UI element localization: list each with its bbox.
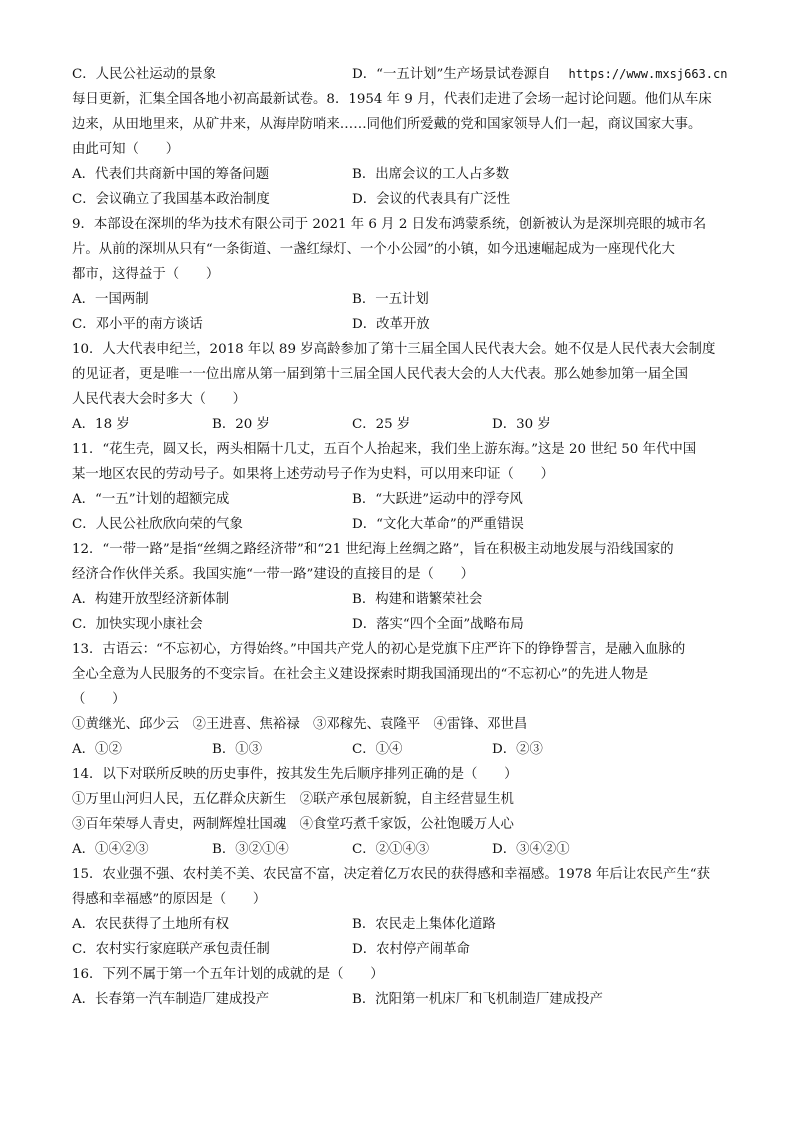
q8-line-1: 每日更新，汇集全国各地小初高最新试卷。8．1954 年 9 月，代表们走进了会场一起讨论问题。他们从车床 — [72, 92, 712, 107]
q11-options-cd — [72, 512, 730, 537]
q10-line-2: 的见证者，更是唯一一位出席从第一届到第十三届全国人民代表大会的人大代表。那么她参加第一届全国 — [72, 367, 688, 382]
q13-items: ①黄继光、邱少云 ②王进喜、焦裕禄 ③邓稼先、袁隆平 ④雷锋、邓世昌 — [72, 717, 528, 732]
q10-options — [72, 412, 730, 437]
q9-line-1: 9．本部设在深圳的华为技术有限公司于 2021 年 6 月 2 日发布鸿蒙系统，创新被认为是深圳亮眼的城市名 — [72, 217, 707, 232]
q9-line-3: 都市，这得益于（ ） — [72, 267, 220, 282]
q10-option-c: C．25 岁 — [352, 417, 411, 432]
q13-option-c: C．①④ — [352, 742, 403, 757]
q16-line-1: 16．下列不属于第一个五年计划的成就的是（ ） — [72, 967, 384, 982]
q9-option-b: B．一五计划 — [352, 292, 429, 307]
q12-options-cd — [72, 612, 730, 637]
q13-option-a: A．①② — [72, 742, 122, 757]
q12-option-d: D．落实“四个全面”战略布局 — [352, 617, 524, 632]
q9-line-2: 片。从前的深圳从只有“一条街道、一盏红绿灯、一个小公园”的小镇，如今迅速崛起成为一座现代化大 — [72, 242, 675, 257]
q12-option-c: C．加快实现小康社会 — [72, 617, 203, 632]
q8-option-c: C．会议确立了我国基本政治制度 — [72, 192, 270, 207]
q12-options-ab — [72, 587, 730, 612]
q11-option-b: B．“大跃进”运动中的浮夸风 — [352, 492, 523, 507]
q7-option-d-with-source — [352, 62, 727, 87]
q9-option-a: A．一国两制 — [72, 292, 149, 307]
q15-line-2: 得感和幸福感”的原因是（ ） — [72, 892, 267, 907]
q7-option-c: C．人民公社运动的景象 — [72, 67, 217, 82]
q7-option-d: D．“一五计划”生产场景试卷源自 — [352, 67, 551, 82]
q8-line-2: 边来，从田地里来，从矿井来，从海岸防哨来……同他们所爱戴的党和国家领导人们一起，商议国家大事。 — [72, 117, 702, 132]
q13-line-1: 13．古语云：“不忘初心，方得始终。”中国共产党人的初心是党旗下庄严许下的铮铮誓言，是融入血脉的 — [72, 642, 686, 657]
q10-option-a: A．18 岁 — [72, 417, 130, 432]
q16-option-a: A．长春第一汽车制造厂建成投产 — [72, 992, 270, 1007]
q11-option-d: D．“文化大革命”的严重错误 — [352, 517, 524, 532]
q16-options-ab — [72, 987, 730, 1012]
q7-options-cd — [72, 62, 730, 87]
q14-option-b: B．③②①④ — [212, 842, 289, 857]
q14-line-1: 14．以下对联所反映的历史事件，按其发生先后顺序排列正确的是（ ） — [72, 767, 518, 782]
q15-option-c: C．农村实行家庭联产承包责任制 — [72, 942, 270, 957]
q10-line-3: 人民代表大会时多大（ ） — [72, 392, 247, 407]
q15-line-1: 15．农业强不强、农村美不美、农民富不富，决定着亿万农民的获得感和幸福感。1978 年后让农民产生“获 — [72, 867, 711, 882]
q10-line-1: 10．人大代表申纪兰，2018 年以 89 岁高龄参加了第十三届全国人民代表大会。她不仅是人民代表大会制度 — [72, 342, 716, 357]
q14-items-1: ①万里山河归人民，五亿群众庆新生 ②联产承包展新貌，自主经营显生机 — [72, 792, 514, 807]
q11-option-c: C．人民公社欣欣向荣的气象 — [72, 517, 243, 532]
q15-options-ab — [72, 912, 730, 937]
q11-line-2: 某一地区农民的劳动号子。如果将上述劳动号子作为史料，可以用来印证（ ） — [72, 467, 555, 482]
q12-option-a: A．构建开放型经济新体制 — [72, 592, 229, 607]
q12-option-b: B．构建和谐繁荣社会 — [352, 592, 483, 607]
q11-option-a: A．“一五”计划的超额完成 — [72, 492, 230, 507]
q14-option-a: A．①④②③ — [72, 842, 149, 857]
q14-option-d: D．③④②① — [492, 842, 570, 857]
source-url: https://www.mxsj663.cn — [568, 67, 728, 81]
q9-option-c: C．邓小平的南方谈话 — [72, 317, 203, 332]
q16-option-b: B．沈阳第一机床厂和飞机制造厂建成投产 — [352, 992, 603, 1007]
q13-option-d: D．②③ — [492, 742, 543, 757]
q8-options-cd — [72, 187, 730, 212]
q15-option-b: B．农民走上集体化道路 — [352, 917, 496, 932]
exam-page — [72, 62, 730, 1012]
q12-line-2: 经济合作伙伴关系。我国实施“一带一路”建设的直接目的是（ ） — [72, 567, 475, 582]
q11-line-1: 11．“花生壳，圆又长，两头相隔十几丈，五百个人抬起来，我们坐上游东海。”这是 20 世纪 50 年代中国 — [72, 442, 697, 457]
q10-option-b: B．20 岁 — [212, 417, 270, 432]
q8-line-3: 由此可知（ ） — [72, 142, 180, 157]
q8-option-d: D．会议的代表具有广泛性 — [352, 192, 511, 207]
q12-line-1: 12．“一带一路”是指“丝绸之路经济带”和“21 世纪海上丝绸之路”，旨在积极主动地发展与沿线国家的 — [72, 542, 674, 557]
q13-line-2: 全心全意为人民服务的不变宗旨。在社会主义建设探索时期我国涌现出的“不忘初心”的先进人物是 — [72, 667, 649, 682]
q14-options — [72, 837, 730, 862]
q13-option-b: B．①③ — [212, 742, 263, 757]
q10-option-d: D．30 岁 — [492, 417, 551, 432]
q13-options — [72, 737, 730, 762]
q13-line-3: （ ） — [72, 692, 126, 707]
q9-option-d: D．改革开放 — [352, 317, 430, 332]
q15-options-cd — [72, 937, 730, 962]
q8-options-ab — [72, 162, 730, 187]
q15-option-d: D．农村停产闹革命 — [352, 942, 470, 957]
q9-options-ab — [72, 287, 730, 312]
q8-option-a: A．代表们共商新中国的筹备问题 — [72, 167, 270, 182]
q15-option-a: A．农民获得了土地所有权 — [72, 917, 229, 932]
q9-options-cd — [72, 312, 730, 337]
q8-option-b: B．出席会议的工人占多数 — [352, 167, 510, 182]
q14-items-2: ③百年荣辱人青史，两制辉煌壮国魂 ④食堂巧煮千家饭，公社饱暖万人心 — [72, 817, 514, 832]
q11-options-ab — [72, 487, 730, 512]
q14-option-c: C．②①④③ — [352, 842, 430, 857]
